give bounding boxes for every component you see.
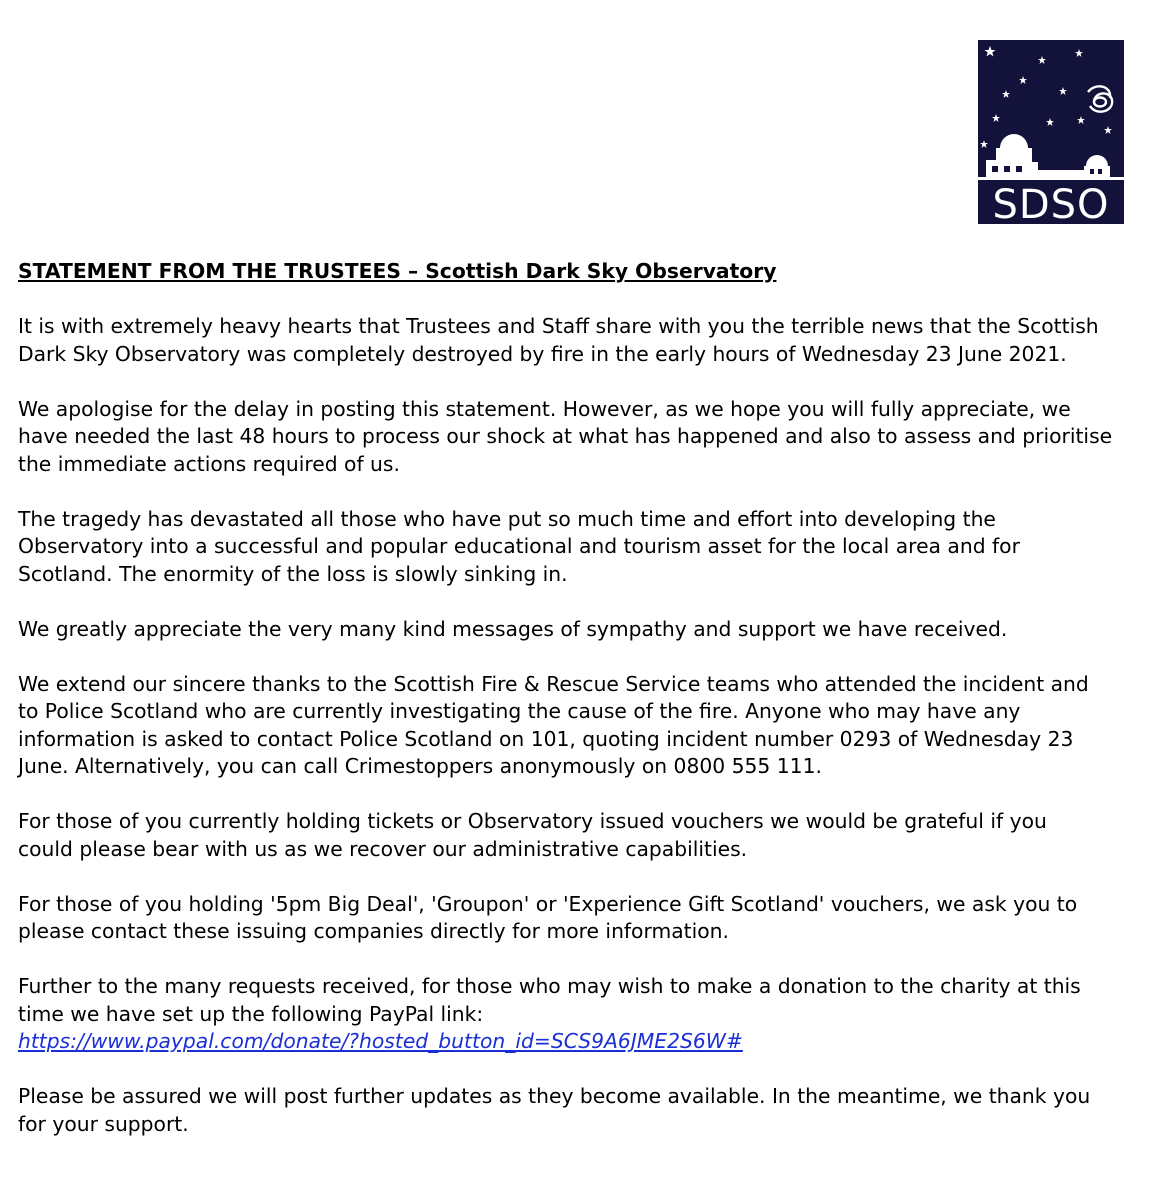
paragraph-fire-news bbox=[18, 313, 1148, 368]
paypal-donate-link[interactable]: https://www.paypal.com/donate/?hosted_button_id=SCS9A6JME2S6W# bbox=[18, 1029, 743, 1053]
text-line: For those of you currently holding tickets or Observatory issued vouchers we would be grateful if you bbox=[18, 809, 1047, 833]
paragraph-apology bbox=[18, 396, 1148, 479]
text-line: Scotland. The enormity of the loss is slowly sinking in. bbox=[18, 561, 568, 586]
text-line: the immediate actions required of us. bbox=[18, 451, 400, 476]
paragraph-appreciation bbox=[18, 616, 1148, 644]
text-line: time we have set up the following PayPal link: bbox=[18, 1001, 484, 1026]
text-line: have needed the last 48 hours to process our shock at what has happened and also to assess and prioritise bbox=[18, 424, 1113, 448]
sdso-logo bbox=[978, 40, 1124, 224]
text-line: Observatory into a successful and popular educational and tourism asset for the local area and for bbox=[18, 534, 1020, 558]
statement-title: STATEMENT FROM THE TRUSTEES – Scottish Dark Sky Observatory bbox=[18, 259, 777, 283]
observatory-logo-graphic bbox=[978, 40, 1124, 224]
text-line: information is asked to contact Police Scotland on 101, quoting incident number 0293 of Wednesday 23 bbox=[18, 726, 1074, 751]
text-line: Further to the many requests received, for those who may wish to make a donation to the charity at this bbox=[18, 974, 1081, 998]
paragraph-tragedy bbox=[18, 506, 1148, 589]
text-line: could please bear with us as we recover our administrative capabilities. bbox=[18, 836, 748, 861]
paragraph-vouchers bbox=[18, 891, 1148, 946]
paragraph-thanks-police bbox=[18, 671, 1148, 781]
text-line: We extend our sincere thanks to the Scottish Fire & Rescue Service teams who attended the incident and bbox=[18, 671, 1089, 696]
paragraph-closing bbox=[18, 1083, 1148, 1138]
logo-text: SDSO bbox=[992, 182, 1110, 224]
text-line: The tragedy has devastated all those who have put so much time and effort into developing the bbox=[18, 506, 996, 531]
text-line: We apologise for the delay in posting this statement. However, as we hope you will fully appreciate, we bbox=[18, 396, 1071, 421]
text-line: We greatly appreciate the very many kind messages of sympathy and support we have received. bbox=[18, 616, 1008, 641]
text-line: Dark Sky Observatory was completely destroyed by fire in the early hours of Wednesday 23 June 2021. bbox=[18, 341, 1067, 366]
text-line: June. Alternatively, you can call Crimestoppers anonymously on 0800 555 111. bbox=[18, 754, 822, 778]
text-line: It is with extremely heavy hearts that Trustees and Staff share with you the terrible news that the Scottish bbox=[18, 314, 1099, 338]
paragraph-donation bbox=[18, 973, 1148, 1056]
statement-body bbox=[18, 258, 1148, 1166]
text-line: Please be assured we will post further updates as they become available. In the meantime, we thank you bbox=[18, 1084, 1091, 1108]
text-line: please contact these issuing companies directly for more information. bbox=[18, 919, 729, 943]
text-line: to Police Scotland who are currently investigating the cause of the fire. Anyone who may have any bbox=[18, 699, 1021, 723]
paragraph-tickets bbox=[18, 808, 1148, 863]
text-line: for your support. bbox=[18, 1111, 189, 1136]
text-line: For those of you holding '5pm Big Deal', 'Groupon' or 'Experience Gift Scotland' vouchers, we ask you to bbox=[18, 891, 1078, 916]
